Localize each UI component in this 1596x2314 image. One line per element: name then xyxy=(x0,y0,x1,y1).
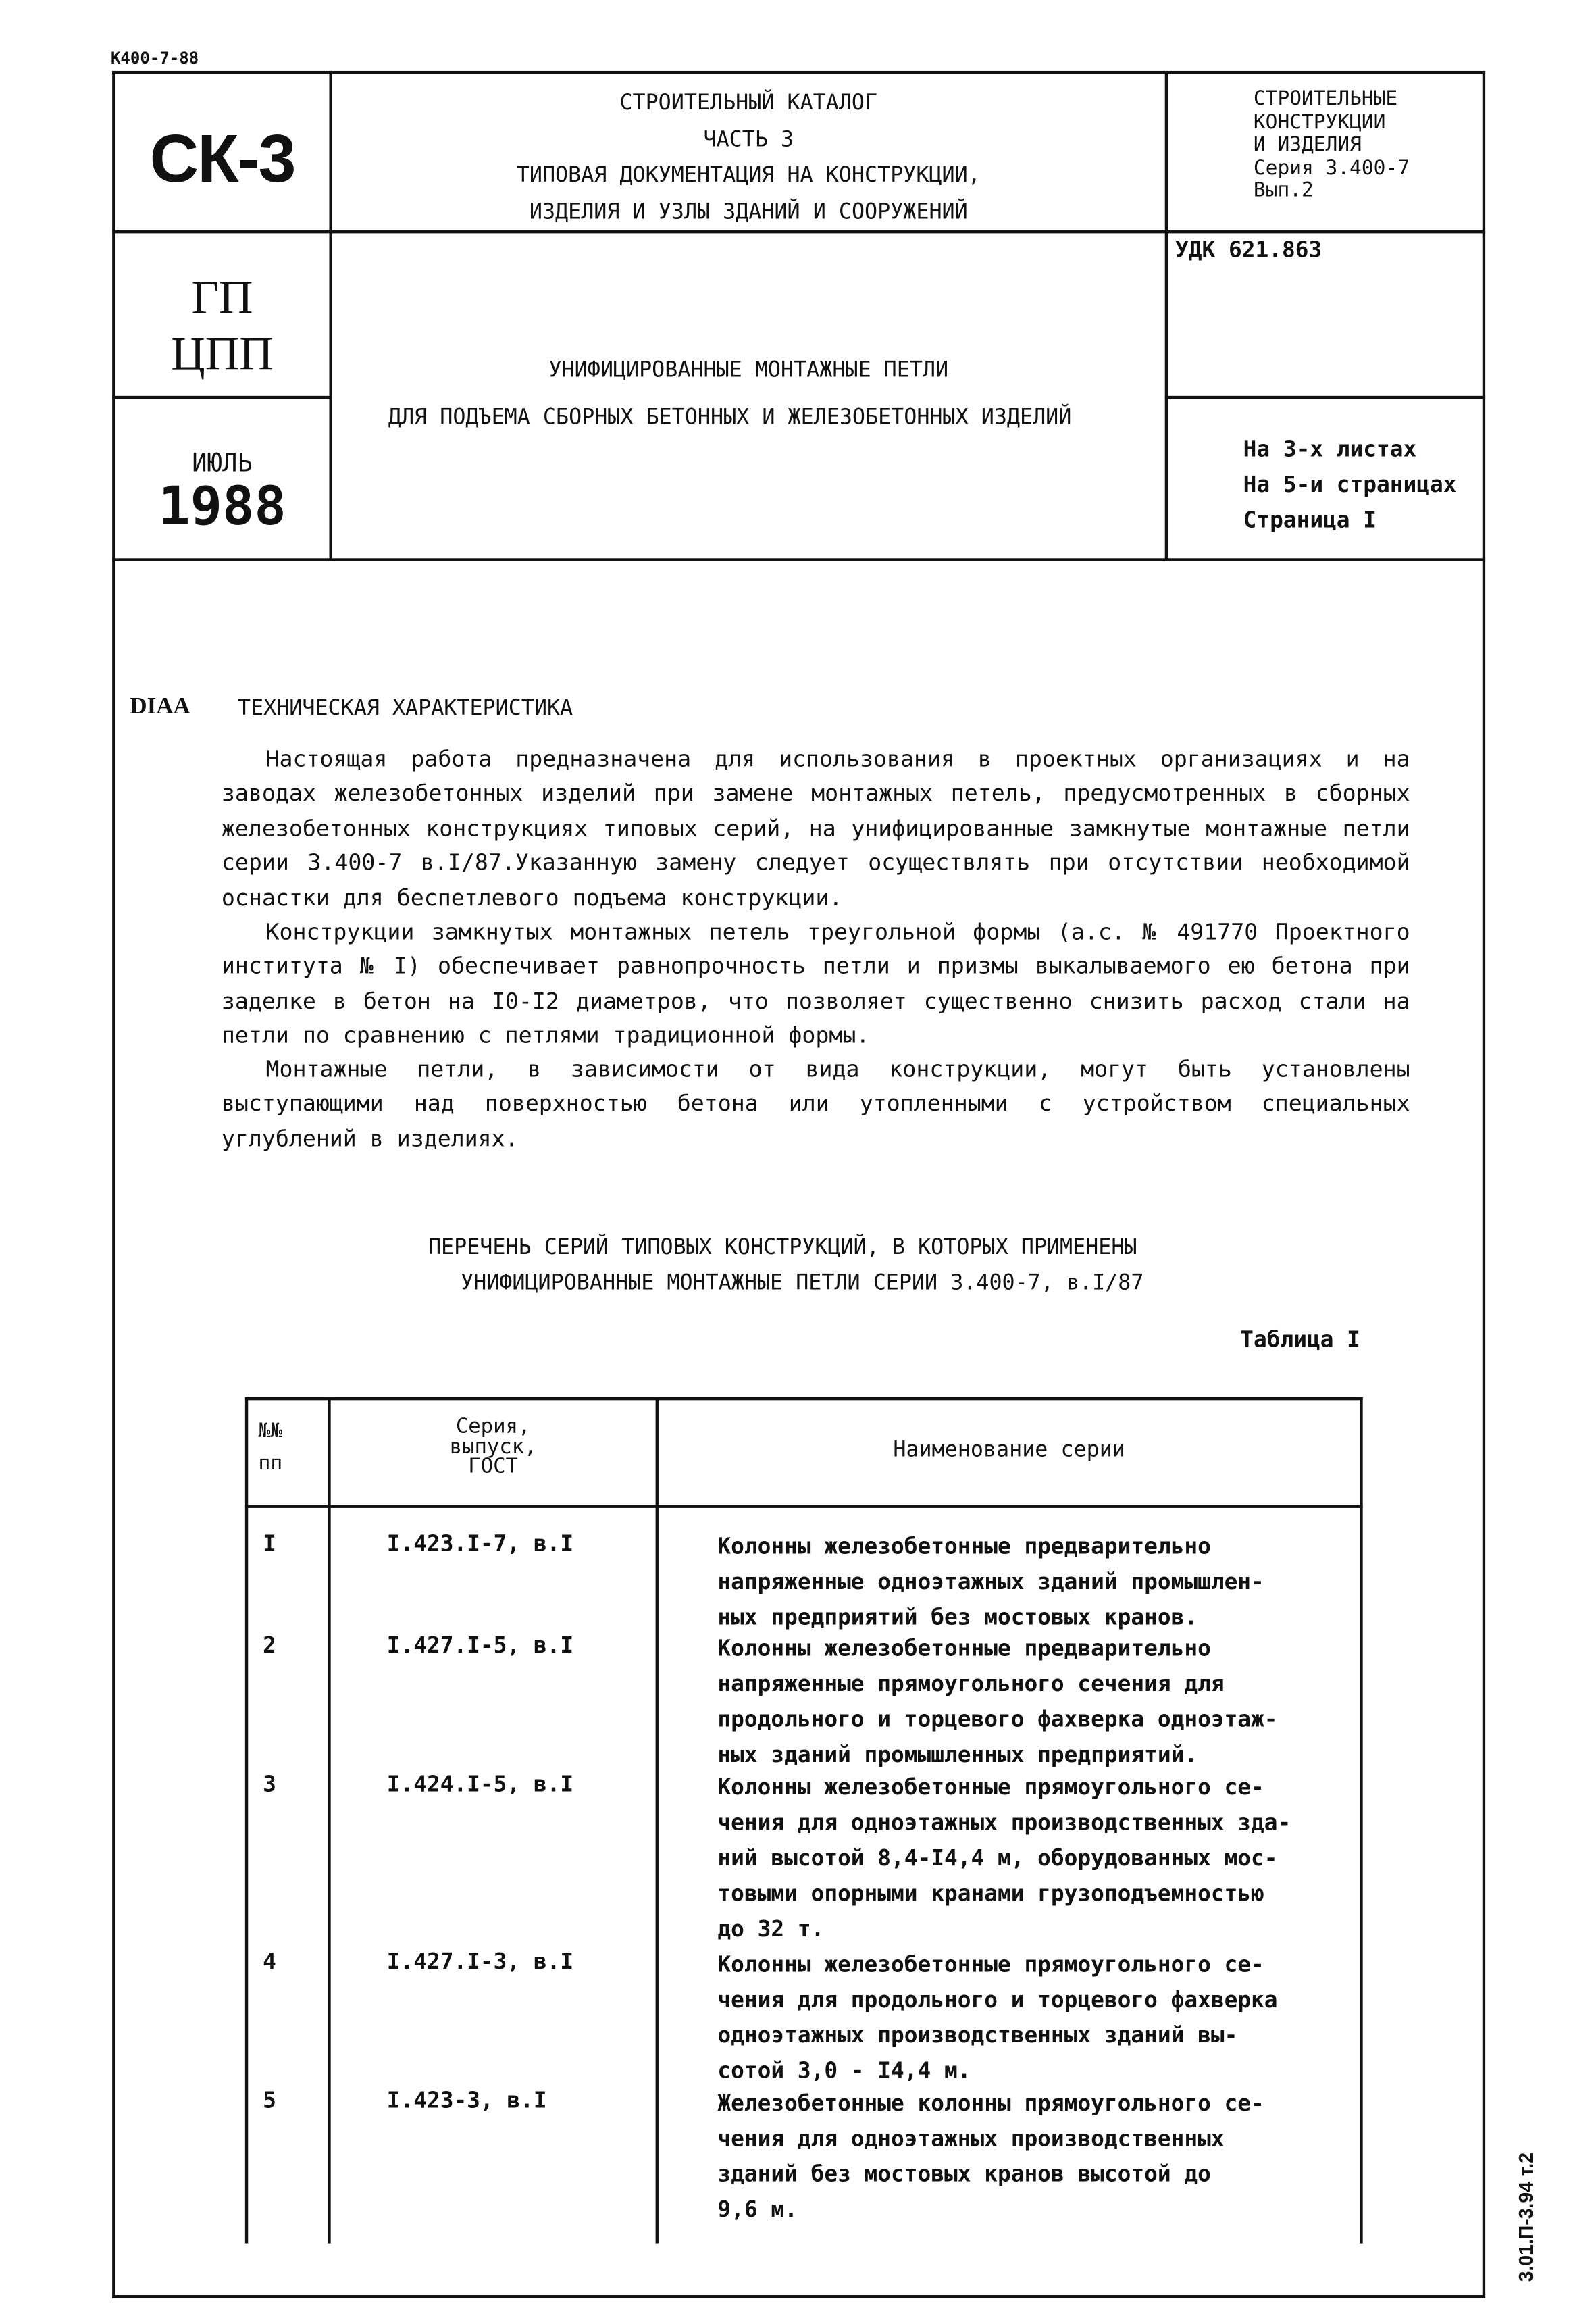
catalog-header: СТРОИТЕЛЬНЫЙ КАТАЛОГ ЧАСТЬ 3 ТИПОВАЯ ДОКУМЕНТАЦИЯ НА КОНСТРУКЦИИ, ИЗДЕЛИЯ И УЗЛЫ ЗДАНИЙ И СООРУЖЕНИЙ xyxy=(516,91,981,224)
table-row-name: Железобетонные колонны прямоугольного се- чения для одноэтажных производственных зданий без мостовых кранов высотой до 9,6 м. xyxy=(717,2090,1264,2223)
table-row-number: 3 xyxy=(263,1771,276,1798)
column-header-series: Серия, выпуск, ГОСТ xyxy=(449,1415,537,1479)
table-row-series: I.423-3, в.I xyxy=(386,2086,547,2114)
column-header-number: №№ пп xyxy=(258,1419,283,1476)
table-row-number: 5 xyxy=(263,2086,276,2114)
table-row-series: I.423.I-7, в.I xyxy=(386,1530,574,1557)
table-row-number: 4 xyxy=(263,1948,276,1975)
issue-year: 1988 xyxy=(158,477,286,538)
paragraph-1: Настоящая работа предназначена для использования в проектных организациях и на заводах железобетонных изделий при замене монтажных петель, предусмотренных в сборных железобетонных конструкциях типовых серий, на унифицированные замкнутые монтажные петли серии 3.400-7 в.I/87.Указанную замену следует осуществлять при отсутствии необходимой оснастки для беспетлевого подъема конструкции. xyxy=(221,745,1410,911)
paragraph-2: Конструкции замкнутых монтажных петель треугольной формы (а.с. № 491770 Проектного института № I) обеспечивает равнопрочность петли и призмы выкалываемого ею бетона при заделке в бетон на I0-I2 диаметров, что позволяет существенно снизить расход стали на петли по сравнению с петлями традиционной формы. xyxy=(221,918,1410,1049)
table-label: Таблица I xyxy=(1240,1326,1360,1353)
table-row-name: Колонны железобетонные предварительно напряженные одноэтажных зданий промышлен- ных предприятий без мостовых кранов. xyxy=(717,1533,1264,1631)
document-code: К400-7-88 xyxy=(110,49,199,68)
table-row-name: Колонны железобетонные предварительно напряженные прямоугольного сечения для продольного и торцевого фахверка одноэтаж- ных зданий промышленных предприятий. xyxy=(717,1634,1278,1769)
table-row-series: I.424.I-5, в.I xyxy=(386,1771,574,1798)
list-title: ПЕРЕЧЕНЬ СЕРИЙ ТИПОВЫХ КОНСТРУКЦИЙ, В КОТОРЫХ ПРИМЕНЕНЫ УНИФИЦИРОВАННЫЕ МОНТАЖНЫЕ ПЕТЛИ СЕРИИ 3.400-7, в.I/87 xyxy=(428,1236,1144,1296)
section-info: СТРОИТЕЛЬНЫЕ КОНСТРУКЦИИ И ИЗДЕЛИЯ Серия 3.400-7 Вып.2 xyxy=(1253,86,1410,203)
table-row-number: 2 xyxy=(263,1632,276,1659)
body-code: DIAA xyxy=(130,694,190,720)
document-title: УНИФИЦИРОВАННЫЕ МОНТАЖНЫЕ ПЕТЛИ ДЛЯ ПОДЪЕМА СБОРНЫХ БЕТОННЫХ И ЖЕЛЕЗОБЕТОННЫХ ИЗДЕЛИЙ xyxy=(388,359,1072,430)
table-row-number: I xyxy=(263,1530,276,1557)
column-header-name: Наименование серии xyxy=(893,1438,1125,1463)
table-row-name: Колонны железобетонные прямоугольного се- чения для продольного и торцевого фахверка одноэтажных производственных зданий вы- сотой 3,0 - I4,4 м. xyxy=(717,1951,1278,2085)
organization: ГП ЦПП xyxy=(171,270,274,380)
margin-code: 3.01.П-3.94 т.2 xyxy=(1514,2152,1537,2282)
table-row-series: I.427.I-3, в.I xyxy=(386,1948,574,1975)
catalog-code: СК-3 xyxy=(149,120,295,197)
issue-date xyxy=(115,449,330,538)
sheet-info: На 3-х листах На 5-и страницах Страница I xyxy=(1243,435,1457,534)
issue-month: ИЮЛЬ xyxy=(192,449,253,479)
table-row-name: Колонны железобетонные прямоугольного се- чения для одноэтажных производственных зда- ний высотой 8,4-I4,4 м, оборудованных мос- товыми опорными кранами грузоподъемностью до 32 т. xyxy=(717,1774,1291,1943)
udk-code: УДК 621.863 xyxy=(1175,236,1322,263)
table-row-series: I.427.I-5, в.I xyxy=(386,1632,574,1659)
paragraph-3: Монтажные петли, в зависимости от вида конструкции, могут быть установлены выступающими над поверхностью бетона или утопленными с устройством специальных углублений в изделиях. xyxy=(221,1055,1410,1152)
section-heading: ТЕХНИЧЕСКАЯ ХАРАКТЕРИСТИКА xyxy=(237,697,573,721)
